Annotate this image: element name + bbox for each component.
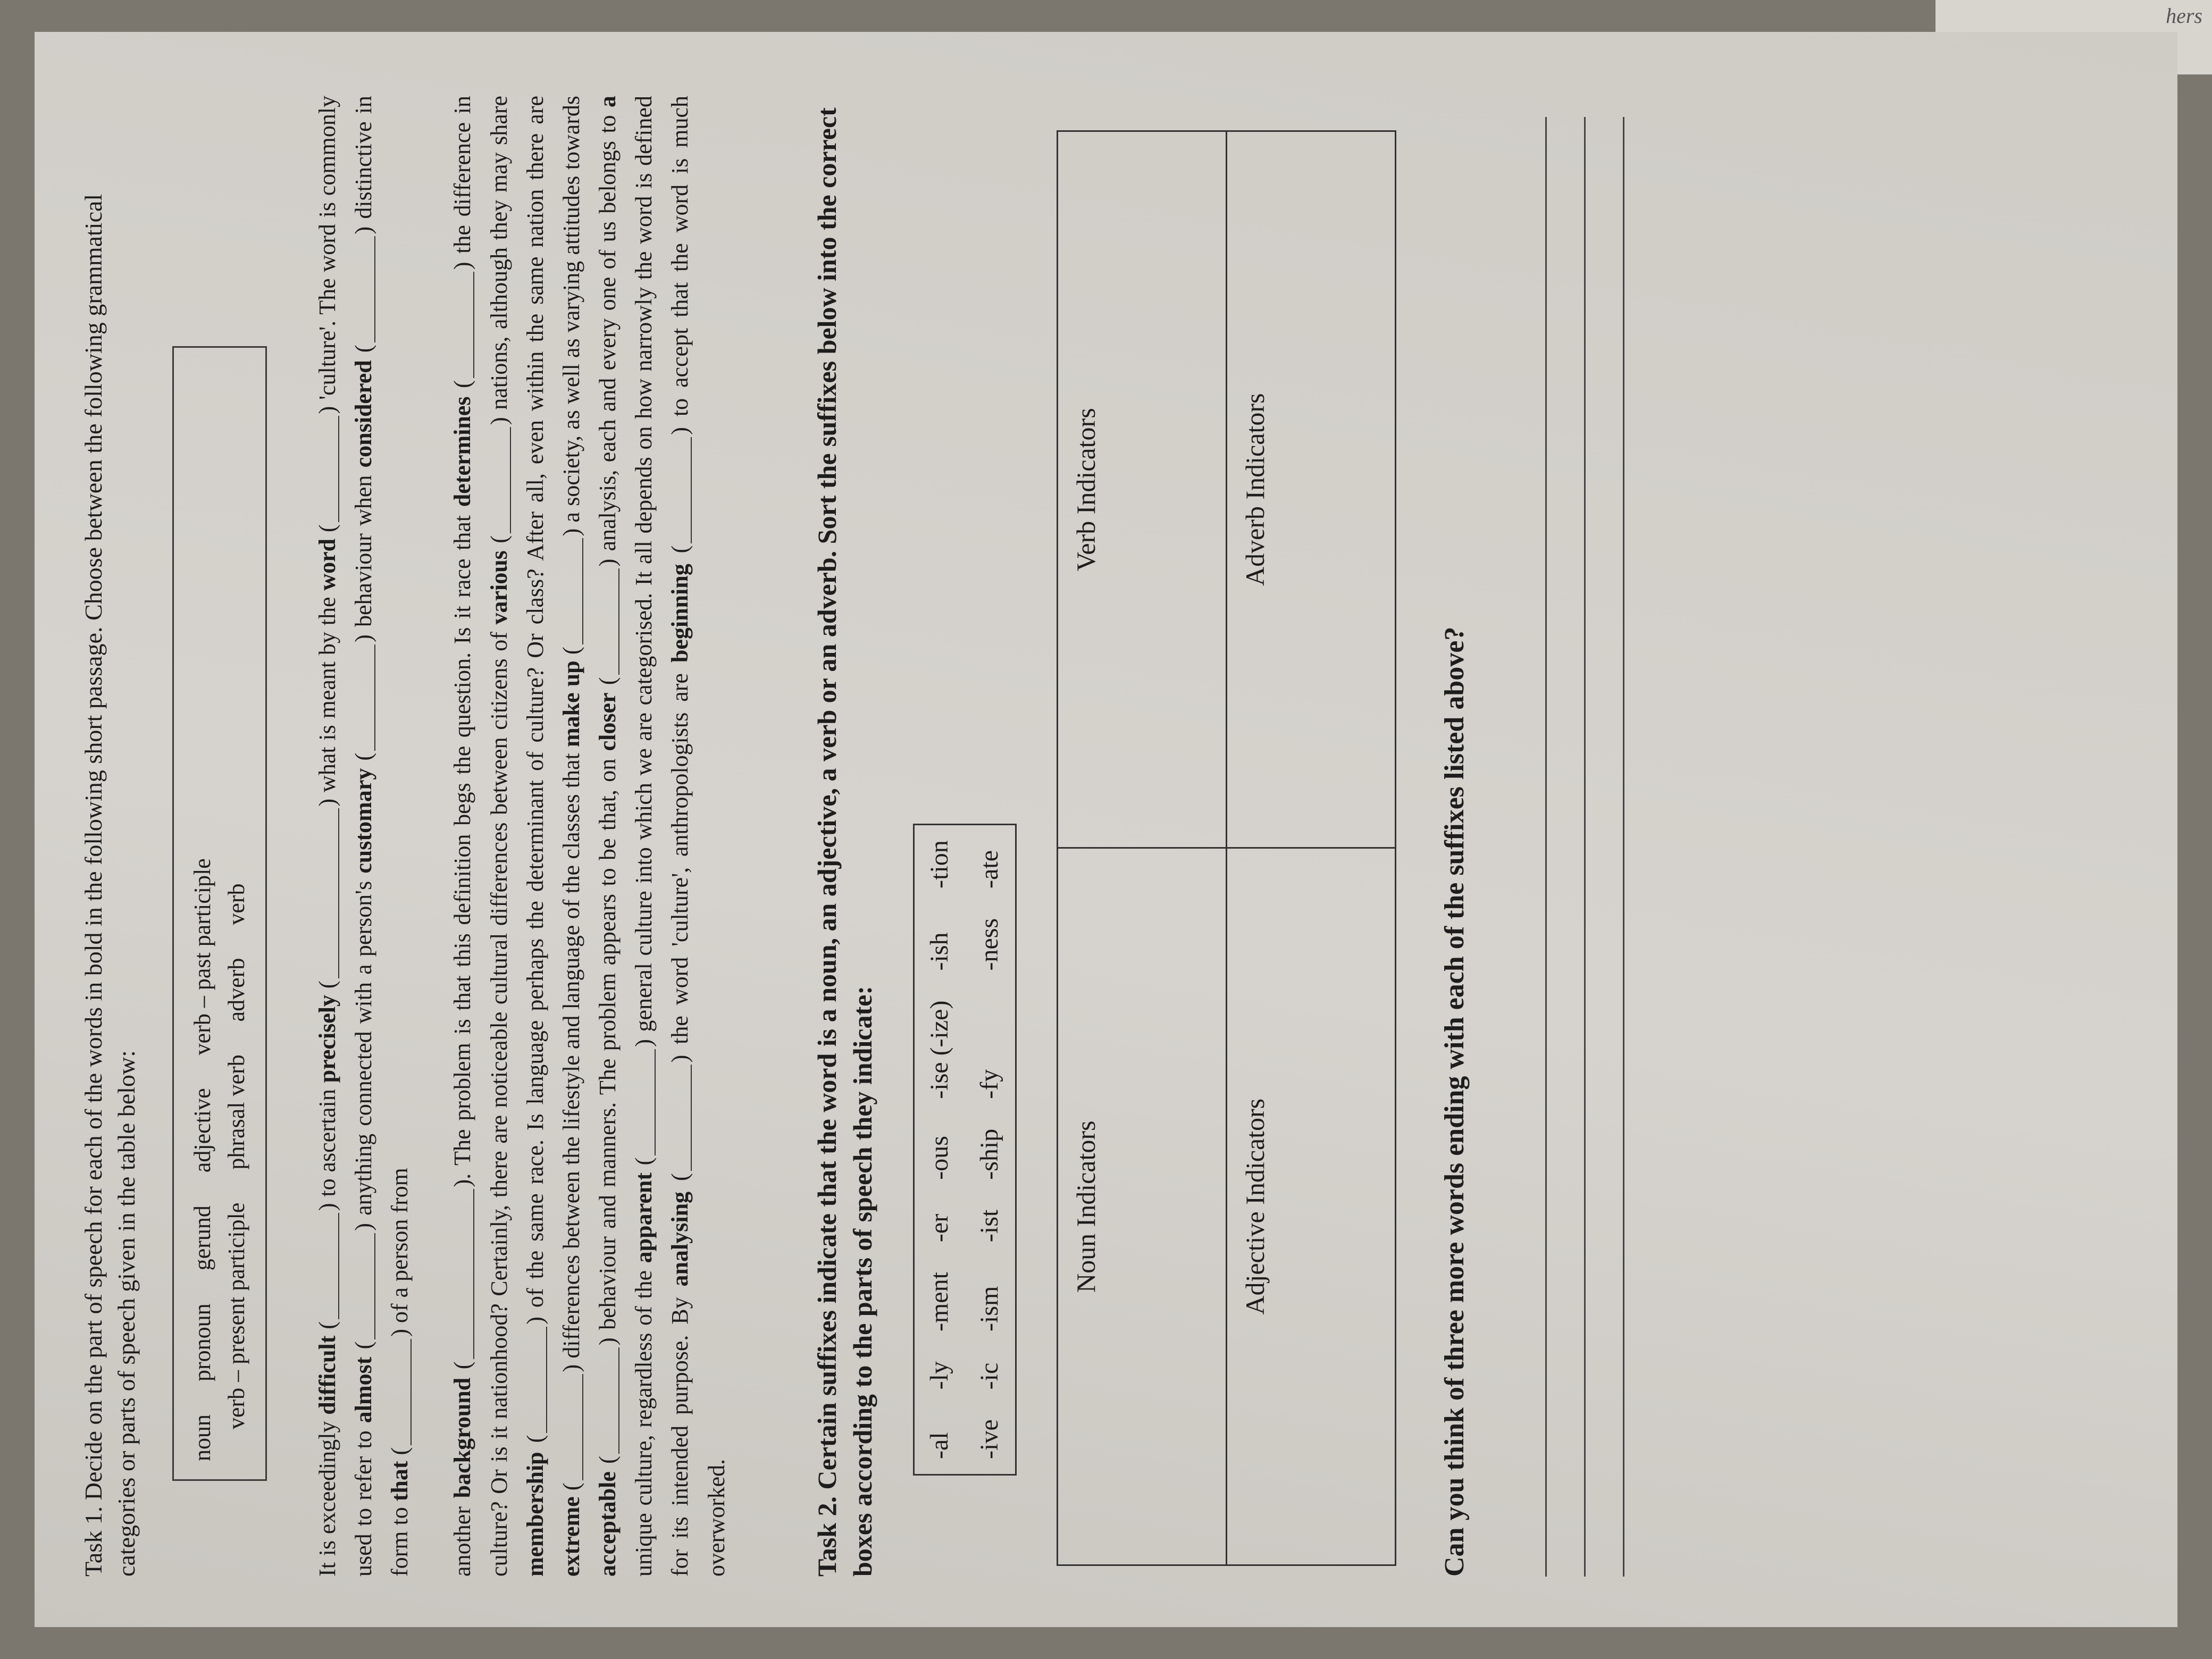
- follow-up-question: Can you think of three more words ending with each of the suffixes listed above?: [1439, 626, 1470, 1577]
- task2-label: Task 2.: [811, 1496, 842, 1577]
- passage-text: behaviour when: [350, 475, 376, 627]
- pos-row-2: [220, 366, 254, 1461]
- pos-item: noun: [189, 1414, 216, 1461]
- verb-indicators-box[interactable]: [1057, 131, 1226, 849]
- answer-blank[interactable]: [667, 437, 692, 543]
- answer-blank[interactable]: [523, 1327, 547, 1433]
- passage-text: behaviour and manners. The problem appears to be that, on: [594, 758, 621, 1330]
- bold-word: extreme: [558, 1496, 584, 1577]
- answer-line[interactable]: [1586, 117, 1624, 1577]
- bold-word: closer: [594, 692, 621, 751]
- bold-word: analysing: [667, 1191, 693, 1287]
- passage-text: analysis, each and every one of us belongs to: [594, 115, 621, 551]
- suffix-cell: -ment: [925, 1272, 953, 1332]
- passage-text: the difference in culture? Or is it nationhood? Certainly, there are noticeable cultural differences between citizens of: [449, 96, 512, 1577]
- suffix-cell: -ise (-ize): [925, 1000, 953, 1099]
- answer-blank[interactable]: [631, 1049, 656, 1155]
- suffix-cell: -fy: [975, 1069, 1004, 1099]
- suffix-row-2: [965, 825, 1016, 1475]
- suffix-cell: -ish: [925, 932, 953, 971]
- adverb-indicators-heading: Adverb Indicators: [1239, 393, 1270, 586]
- answer-blank[interactable]: [595, 568, 619, 675]
- passage-text: general culture into which we are categorised. It all depends on how narrowly the word is defined for its intended purpose. By: [631, 95, 693, 1577]
- task1-instruction: Decide on the part of speech for each of the words in bold in the following short passage. Choose between the following grammatical categories or parts of speech given in the table below:: [80, 194, 140, 1577]
- noun-indicators-heading: Noun Indicators: [1070, 1120, 1101, 1293]
- bold-word: difficult: [314, 1335, 340, 1415]
- pos-item: verb – past participle: [189, 858, 216, 1055]
- answer-blank[interactable]: [351, 644, 375, 751]
- answer-blank[interactable]: [559, 1375, 583, 1481]
- passage-text: of the same race. Is language perhaps the determinant of culture? Or class? After all, even within the same nation there are: [522, 95, 548, 1308]
- passage-text: to accept that the word is much overworked.: [667, 95, 730, 1577]
- bold-word: precisely: [314, 994, 340, 1083]
- bold-word: word: [314, 538, 340, 591]
- adjective-indicators-heading: Adjective Indicators: [1239, 1098, 1270, 1315]
- suffix-cell: -ly: [925, 1361, 953, 1390]
- bold-word: beginning: [667, 564, 693, 663]
- pos-item: adjective: [189, 1088, 216, 1173]
- answer-blank[interactable]: [351, 1233, 375, 1339]
- suffix-cell: -ness: [975, 918, 1004, 971]
- answer-blank[interactable]: [351, 236, 375, 342]
- bold-word: make up: [558, 660, 584, 748]
- suffix-row-1: [914, 825, 965, 1475]
- suffix-table: [913, 824, 1017, 1476]
- pos-item: pronoun: [189, 1303, 216, 1381]
- bold-word: acceptable: [594, 1471, 621, 1577]
- pos-item: phrasal verb: [223, 1054, 249, 1170]
- answer-blank[interactable]: [667, 1065, 692, 1171]
- suffix-cell: -tion: [925, 840, 953, 889]
- bold-word: that: [387, 1461, 413, 1502]
- passage-paragraph-2: another background (). The problem is that this definition begs the question. Is it race that determines () the difference in culture? Or is it nationhood? Certainly, there are noticeable cultural differences between citizens of various () nations, although they may share membership () of the same race. Is language perhaps the determinant of culture? Or class? After all, even within the same nation there are extreme () differences between the lifestyle and language of the classes that make up () a society, as well as varying attitudes towards acceptable () behaviour and manners. The problem appears to be that, on closer () analysis, each and every one of us belongs to a unique culture, regardless of the apparent () general culture into which we are categorised. It all depends on how narrowly the word is defined for its intended purpose. By analysing () the word 'culture', anthropologists are beginning () to accept that the word is much overworked.: [449, 95, 730, 1577]
- task2-instruction: Certain suffixes indicate that the word is a noun, an adjective, a verb or an adverb. Sort the suffixes below into the correct boxes according to the parts of speech they indicate:: [811, 107, 878, 1577]
- answer-line[interactable]: [1508, 117, 1547, 1577]
- passage-paragraph-1: It is exceedingly difficult () to ascertain precisely () what is meant by the word () 'culture'. The word is commonly used to refer to almost () anything connected with a person's customary () behaviour when considered () distinctive in form to that () of a person from: [314, 95, 413, 1577]
- passage-text: to ascertain: [314, 1089, 340, 1197]
- adjective-indicators-box[interactable]: [1226, 848, 1395, 1565]
- answer-blank[interactable]: [487, 427, 511, 533]
- answer-blank[interactable]: [450, 272, 474, 378]
- passage-text: . The problem is that this definition begs the question. Is it race that: [449, 515, 476, 1179]
- adjacent-page-text: hers: [2166, 4, 2202, 28]
- passage-text: differences between the lifestyle and language of the classes that: [558, 753, 584, 1359]
- passage-text: of a person from: [387, 1168, 413, 1323]
- task2-heading: [809, 96, 881, 1577]
- passage-text: distinctive in form to: [350, 95, 413, 1577]
- answer-blank[interactable]: [315, 808, 339, 978]
- verb-indicators-heading: Verb Indicators: [1070, 408, 1101, 572]
- answer-blank[interactable]: [595, 1347, 619, 1454]
- answer-blank[interactable]: [315, 1213, 339, 1319]
- suffix-cell: -ate: [975, 850, 1004, 889]
- bold-word: determines: [449, 396, 476, 507]
- bold-word: various: [485, 550, 512, 625]
- suffix-cell: -al: [925, 1432, 953, 1459]
- bold-word: background: [449, 1377, 476, 1498]
- task1-heading: [77, 96, 143, 1577]
- suffix-cell: -er: [925, 1213, 953, 1243]
- passage-text: another: [449, 1506, 476, 1577]
- passage-text: a society, as well as varying attitudes towards: [558, 95, 584, 523]
- passage-text: anything connected with a person's: [350, 881, 376, 1216]
- passage-text: It is exceedingly: [314, 1421, 340, 1577]
- answer-blank[interactable]: [450, 1189, 474, 1359]
- indicator-sort-table: [1057, 130, 1396, 1566]
- suffix-cell: -ship: [975, 1128, 1004, 1180]
- answer-line[interactable]: [1547, 117, 1586, 1577]
- answer-blank[interactable]: [315, 416, 339, 522]
- answer-blank[interactable]: [387, 1339, 412, 1445]
- passage: [309, 96, 735, 1577]
- pos-item: adverb: [223, 958, 249, 1022]
- passage-text: nations, although they may share: [485, 95, 512, 410]
- worksheet-page: [35, 32, 2177, 1627]
- passage-text: what is meant by the: [314, 597, 340, 792]
- suffix-cell: -ist: [975, 1209, 1004, 1243]
- pos-item: verb – present participle: [223, 1202, 249, 1429]
- parts-of-speech-box: [172, 346, 267, 1481]
- answer-blank[interactable]: [559, 538, 583, 644]
- bold-word: apparent: [631, 1172, 657, 1263]
- pos-item: verb: [223, 883, 249, 925]
- bold-word: customary: [350, 768, 376, 874]
- suffix-cell: -ous: [925, 1136, 953, 1180]
- pos-row-1: [186, 366, 220, 1461]
- bold-word: membership: [522, 1452, 548, 1577]
- suffix-cell: -ism: [975, 1286, 1004, 1332]
- bold-word: almost: [350, 1356, 376, 1423]
- passage-text: 'culture'. The word is commonly used to refer to: [314, 95, 376, 1577]
- noun-indicators-box[interactable]: [1057, 848, 1226, 1565]
- suffix-cell: -ic: [975, 1362, 1004, 1390]
- suffix-cell: -ive: [975, 1419, 1004, 1459]
- passage-text: unique culture, regardless of the: [631, 1270, 657, 1577]
- bold-word: considered: [350, 360, 376, 468]
- passage-text: the word 'culture', anthropologists are: [667, 673, 693, 1044]
- bold-word: a: [594, 96, 621, 107]
- adverb-indicators-box[interactable]: [1226, 131, 1395, 849]
- task1-label: Task 1.: [80, 1506, 107, 1577]
- pos-item: gerund: [189, 1205, 216, 1271]
